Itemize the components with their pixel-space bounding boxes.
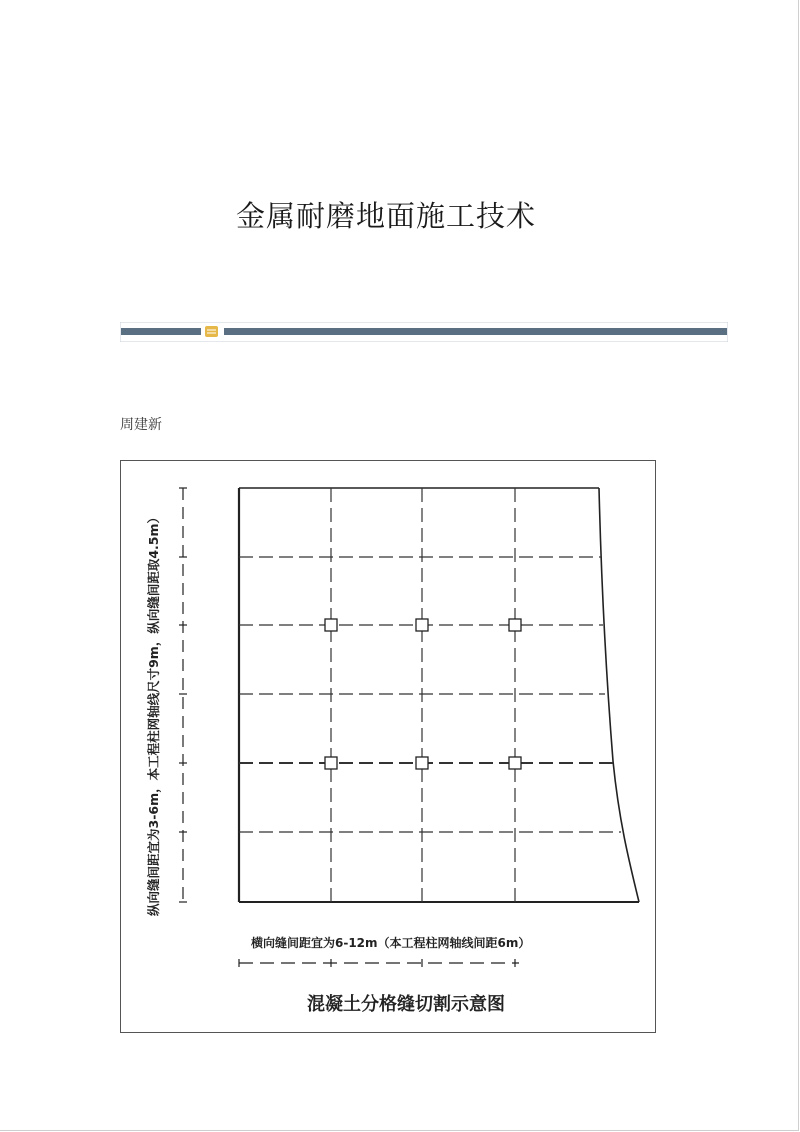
document-icon [205,326,218,337]
column-marker [325,757,337,769]
column-marker [416,619,428,631]
column-marker [509,619,521,631]
column-marker [509,757,521,769]
author-name: 周建新 [120,417,162,433]
vertical-dimension-line [179,488,187,906]
column-marker [416,757,428,769]
section-divider [120,322,728,342]
horizontal-joint-lines [239,557,621,832]
column-marker [325,619,337,631]
horizontal-joint-note: 横向缝间距宜为6-12m（本工程柱网轴线间距6m） [251,936,531,950]
document-title: 金属耐磨地面施工技术 [236,199,537,233]
vertical-joint-note: 纵向缝间距宜为3-6m，本工程柱网轴线尺寸9m，纵向缝间距取4.5m） [146,511,161,916]
horizontal-dimension-line [239,959,519,967]
vertical-joint-lines [331,488,515,902]
figure-caption: 混凝土分格缝切割示意图 [307,994,505,1015]
grid-outline [239,488,639,902]
figure-concrete-joint-diagram [120,460,656,1033]
